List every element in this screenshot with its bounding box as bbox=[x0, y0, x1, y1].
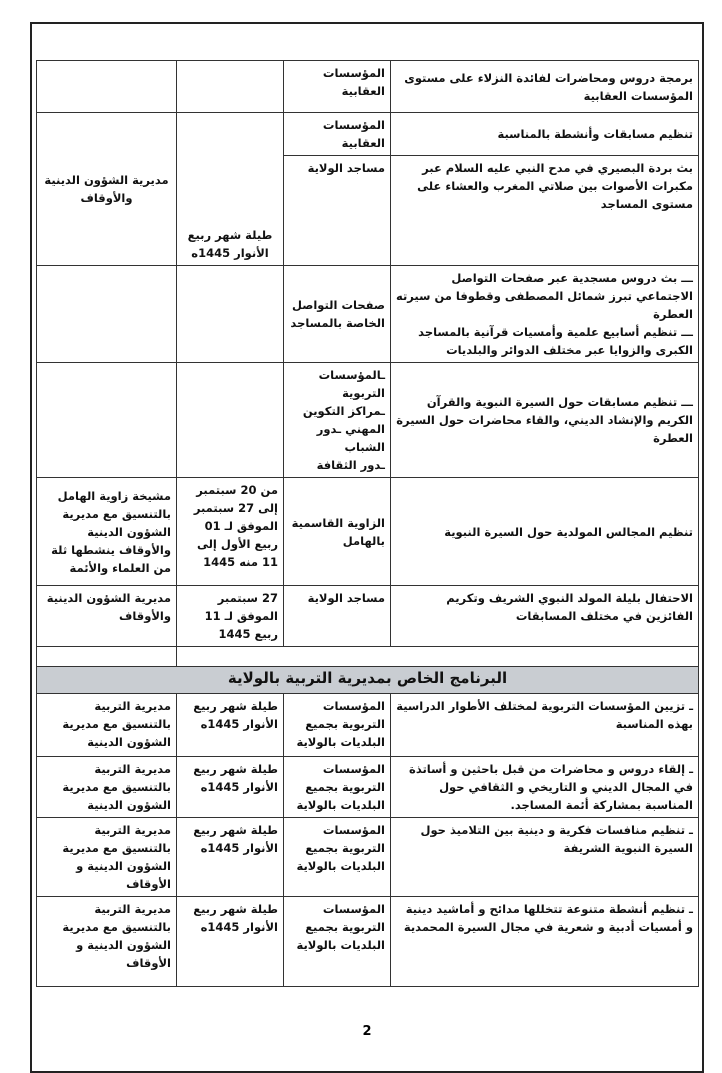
org-cell: مديرية التربية بالتنسيق مع مديرية الشؤون الدينية bbox=[37, 694, 177, 757]
date-cell bbox=[177, 363, 284, 478]
table-row bbox=[37, 586, 699, 647]
org-cell bbox=[37, 61, 177, 113]
org-cell: مديرية الشؤون الدينية والأوقاف bbox=[37, 586, 177, 647]
activity-cell: ـ تزيين المؤسسات التربوية لمختلف الأطوار الدراسية بهذه المناسبة bbox=[391, 694, 699, 757]
activity-cell: الاحتفال بليلة المولد النبوي الشريف وتكريم الفائزين في مختلف المسابقات bbox=[391, 586, 699, 647]
org-cell: مديرية التربية بالتنسيق مع مديرية الشؤون الدينية و الأوقاف bbox=[37, 897, 177, 987]
place-cell: المؤسسات التربوية بجميع البلديات بالولاية bbox=[284, 818, 391, 897]
org-cell bbox=[37, 363, 177, 478]
page-border bbox=[30, 22, 704, 1073]
activity-cell: برمجة دروس ومحاضرات لفائدة النزلاء على مستوى المؤسسات العقابية bbox=[391, 61, 699, 113]
date-cell: طيلة شهر ربيع الأنوار 1445ه bbox=[177, 757, 284, 818]
table-row bbox=[37, 647, 699, 667]
activity-cell: ـ إلقاء دروس و محاضرات من قبل باحثين و أساتذة في المجال الديني و التاريخي و الثقافي حول المناسبة بمشاركة أئمة المساجد. bbox=[391, 757, 699, 818]
activity-cell: ـ تنظيم أنشطة متنوعة تتخللها مدائح و أماشيد دينية و أمسيات أدبية و شعرية في مجال السيرة المحمدية bbox=[391, 897, 699, 987]
activity-cell: بث بردة البصيري في مدح النبي عليه السلام عبر مكبرات الأصوات بين صلاتي المغرب والعشاء على مستوى المساجد bbox=[391, 156, 699, 266]
section-heading-row bbox=[37, 667, 699, 694]
place-item: ـالمؤسسات التربوية bbox=[318, 368, 385, 400]
place-cell: المؤسسات العقابية bbox=[284, 113, 391, 156]
empty-cell bbox=[177, 647, 699, 667]
org-cell: مشيخة زاوية الهامل بالتنسيق مع مديرية الشؤون الدينية والأوقاف ينشطها ثلة من العلماء والأئمة bbox=[37, 478, 177, 586]
place-cell: مساجد الولاية bbox=[284, 156, 391, 266]
empty-cell bbox=[37, 647, 177, 667]
org-cell: مديرية التربية بالتنسيق مع مديرية الشؤون الدينية و الأوقاف bbox=[37, 818, 177, 897]
place-cell bbox=[284, 363, 391, 478]
place-cell: صفحات التواصل الخاصة بالمساجد bbox=[284, 266, 391, 363]
table-row bbox=[37, 897, 699, 987]
place-item: ـمراكز التكوين المهني ـدور الشباب bbox=[302, 404, 385, 454]
table-row bbox=[37, 266, 699, 363]
activity-cell: ـ تنظيم منافسات فكرية و دينية بين التلاميذ حول السيرة النبوية الشريفة bbox=[391, 818, 699, 897]
activity-cell: ـــ تنظيم مسابقات حول السيرة النبوية والقرآن الكريم والإنشاد الديني، والقاء محاضرات حول السيرة العطرة bbox=[391, 363, 699, 478]
activity-cell bbox=[391, 266, 699, 363]
org-cell: مديرية التربية بالتنسيق مع مديرية الشؤون الدينية bbox=[37, 757, 177, 818]
program-table bbox=[36, 60, 699, 987]
date-cell: من 20 سبتمبر إلى 27 سبتمبر الموفق لـ 01 ربيع الأول إلى 11 منه 1445 bbox=[177, 478, 284, 586]
table-row bbox=[37, 61, 699, 113]
place-cell: مساجد الولاية bbox=[284, 586, 391, 647]
table-row bbox=[37, 478, 699, 586]
place-cell: المؤسسات التربوية بجميع البلديات بالولاية bbox=[284, 897, 391, 987]
place-cell: المؤسسات العقابية bbox=[284, 61, 391, 113]
date-cell: طيلة شهر ربيع الأنوار 1445ه bbox=[177, 113, 284, 266]
activity-item: ـــ بث دروس مسجدية عبر صفحات التواصل الاجتماعي تبرز شمائل المصطفى وقطوفا من سيرته العطرة bbox=[395, 271, 693, 321]
org-cell bbox=[37, 266, 177, 363]
place-cell: المؤسسات التربوية بجميع البلديات بالولاية bbox=[284, 694, 391, 757]
date-cell: طيلة شهر ربيع الأنوار 1445ه bbox=[177, 694, 284, 757]
place-cell: الزاوية القاسمية بالهامل bbox=[284, 478, 391, 586]
date-cell bbox=[177, 61, 284, 113]
table-row bbox=[37, 363, 699, 478]
activity-item: ـــ تنظيم أسابيع علمية وأمسيات قرآنية بالمساجد الكبرى والزوايا عبر مختلف الدوائر والبلديات bbox=[418, 325, 693, 357]
table-row bbox=[37, 818, 699, 897]
org-cell: مديرية الشؤون الدينية والأوقاف bbox=[37, 113, 177, 266]
place-cell: المؤسسات التربوية بجميع البلديات بالولاية bbox=[284, 757, 391, 818]
date-cell: طيلة شهر ربيع الأنوار 1445ه bbox=[177, 897, 284, 987]
table-row bbox=[37, 694, 699, 757]
date-cell: 27 سبتمبر الموفق لـ 11 ربيع 1445 bbox=[177, 586, 284, 647]
date-cell bbox=[177, 266, 284, 363]
page-number: 2 bbox=[362, 1024, 372, 1039]
date-cell: طيلة شهر ربيع الأنوار 1445ه bbox=[177, 818, 284, 897]
table-row bbox=[37, 113, 699, 156]
activity-cell: تنظيم مسابقات وأنشطة بالمناسبة bbox=[391, 113, 699, 156]
place-item: ـدور الثقافة bbox=[316, 458, 385, 472]
section-heading: البرنامج الخاص بمديرية التربية بالولاية bbox=[37, 667, 699, 694]
table-row bbox=[37, 757, 699, 818]
activity-cell: تنظيم المجالس المولدية حول السيرة النبوية bbox=[391, 478, 699, 586]
